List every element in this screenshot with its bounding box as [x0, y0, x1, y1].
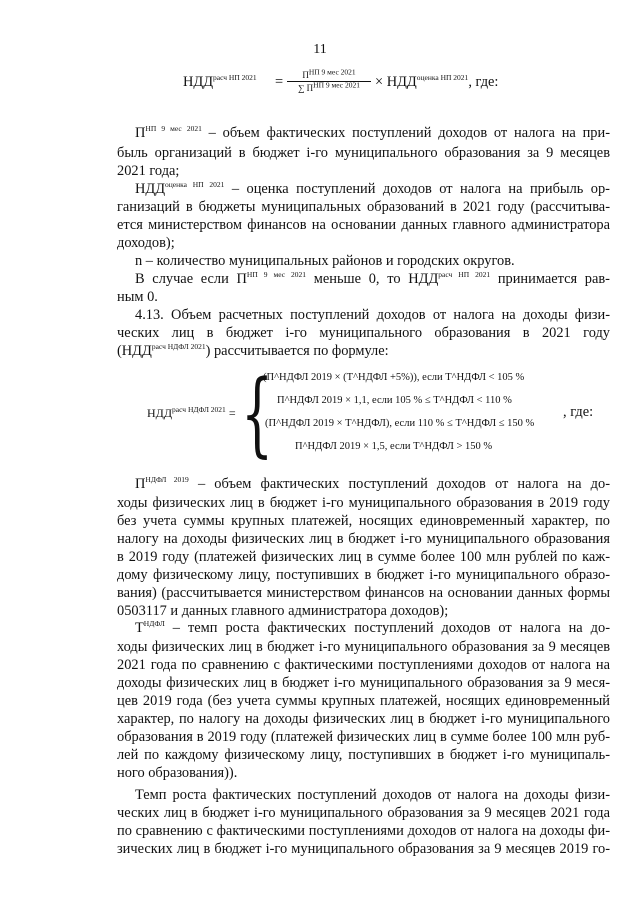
- formula-rhs: × $НДД^{оценка НП 2021}$, где:: [375, 73, 499, 90]
- formula-lhs: $НДД^{расч НДФЛ 2021}$ =: [147, 405, 236, 420]
- formula-ndfl: [147, 360, 607, 468]
- text-line: цев 2019 года (без учета суммы крупных платежей, носящих единовременный: [117, 693, 610, 709]
- formula-case: П^НДФЛ 2019 × 1,1, если 105 % ≤ T^НДФЛ < 110 %: [277, 395, 512, 406]
- formula-fraction: $П^{НП 9 мес 2021}$ ∑ $П^{НП 9 мес 2021}$: [287, 70, 371, 93]
- text-line: n – количество муниципальных районов и городских округов.: [135, 253, 515, 269]
- text-line: ным 0.: [117, 289, 158, 305]
- text-line: ческих лиц в бюджет i-го муниципального образования в 2021 году: [117, 325, 610, 341]
- text-line: зических лиц в бюджет i-го муниципального образования за 9 месяцев 2019 го-: [117, 841, 610, 857]
- text-line: ганизаций в бюджеты муниципальных образований в 2021 году (рассчитыва-: [117, 199, 610, 215]
- text-line: 2021 года по сравнению с фактическими поступлениями доходов от налога на: [117, 657, 610, 673]
- text-line: доходы физических лиц в бюджет i-го муниципального образования за 9 меся-: [117, 675, 610, 691]
- curly-brace: {: [241, 360, 274, 467]
- text-line: $T^{НДФЛ}$ – темп роста фактических поступлений доходов от налога на до-: [135, 619, 610, 636]
- page-number: 11: [313, 42, 327, 57]
- text-line: характер, по налогу на доходы физических лиц в бюджет i-го муниципального: [117, 711, 610, 727]
- text-line: ется министерством финансов на основании данных главного администратора: [117, 217, 610, 233]
- text-line: ходы физических лиц в бюджет i-го муниципального образования в 2019 году: [117, 495, 610, 511]
- text-line: вания) (рассчитывается министерством финансов на основании данных формы: [117, 585, 610, 601]
- formula-case: П^НДФЛ 2019 × 1,5, если T^НДФЛ > 150 %: [295, 441, 493, 452]
- text-line: 2021 года;: [117, 163, 180, 179]
- text-line: ного образования)).: [117, 765, 238, 781]
- text-line: по сравнению с фактическими поступлениями доходов от налога на доходы фи-: [117, 823, 610, 839]
- text-line: без учета суммы крупных платежей, носящих единовременный характер, по: [117, 513, 610, 529]
- text-line: В случае если $П^{НП 9 мес 2021}$ меньше 0, то $НДД^{расч НП 2021}$ принимается рав-: [135, 270, 610, 287]
- text-line: в 2019 году (платежей физических лиц в сумме более 100 млн рублей по каж-: [117, 549, 610, 565]
- equals-sign: =: [275, 74, 284, 90]
- formula-tail: , где:: [563, 404, 594, 420]
- text-line: 0503117 и данных главного администратора доходов);: [117, 603, 449, 619]
- text-line: ческих лиц в бюджет i-го муниципального образования за 9 месяцев 2021 года: [117, 805, 610, 821]
- formula-case: (П^НДФЛ 2019 × (T^НДФЛ +5%)), если T^НДФЛ < 105 %: [263, 372, 525, 383]
- text-line: Темп роста фактических поступлений доходов от налога на доходы физи-: [135, 787, 610, 803]
- formula-lhs: $НДД^{расч НП 2021}$: [183, 73, 257, 90]
- text-line: ходы физических лиц в бюджет i-го муниципального образования за 9 месяцев: [117, 639, 610, 655]
- formula-case: (П^НДФЛ 2019 × T^НДФЛ), если 110 % ≤ T^НДФЛ ≤ 150 %: [265, 418, 535, 429]
- text-line: дому физическому лицу, поступивших в бюджет i-го муниципального образо-: [117, 567, 610, 583]
- text-line: быль организаций в бюджет i-го муниципального образования за 9 месяцев: [117, 145, 610, 161]
- text-line: лей по каждому физическому лицу, поступивших в бюджет i-го муниципаль-: [117, 747, 610, 763]
- text-line: $(НДД^{расч НДФЛ 2021})$ рассчитывается по формуле:: [117, 342, 389, 359]
- formula-np: [183, 64, 563, 104]
- text-line: образования в 2019 году (платежей физических лиц в сумме более 100 млн руб-: [117, 729, 610, 745]
- text-line: $НДД^{оценка НП 2021}$ – оценка поступлений доходов от налога на прибыль ор-: [135, 180, 610, 197]
- text-line: налогу на доходы физических лиц в бюджет i-го муниципального образования: [117, 531, 610, 547]
- text-line: $П^{НП 9 мес 2021}$ – объем фактических поступлений доходов от налога на при-: [135, 124, 610, 141]
- text-line: $П^{НДФЛ 2019}$ – объем фактических поступлений доходов от налога на до-: [135, 475, 610, 492]
- text-line: 4.13. Объем расчетных поступлений доходов от налога на доходы физи-: [135, 307, 610, 323]
- text-line: доходов);: [117, 235, 175, 251]
